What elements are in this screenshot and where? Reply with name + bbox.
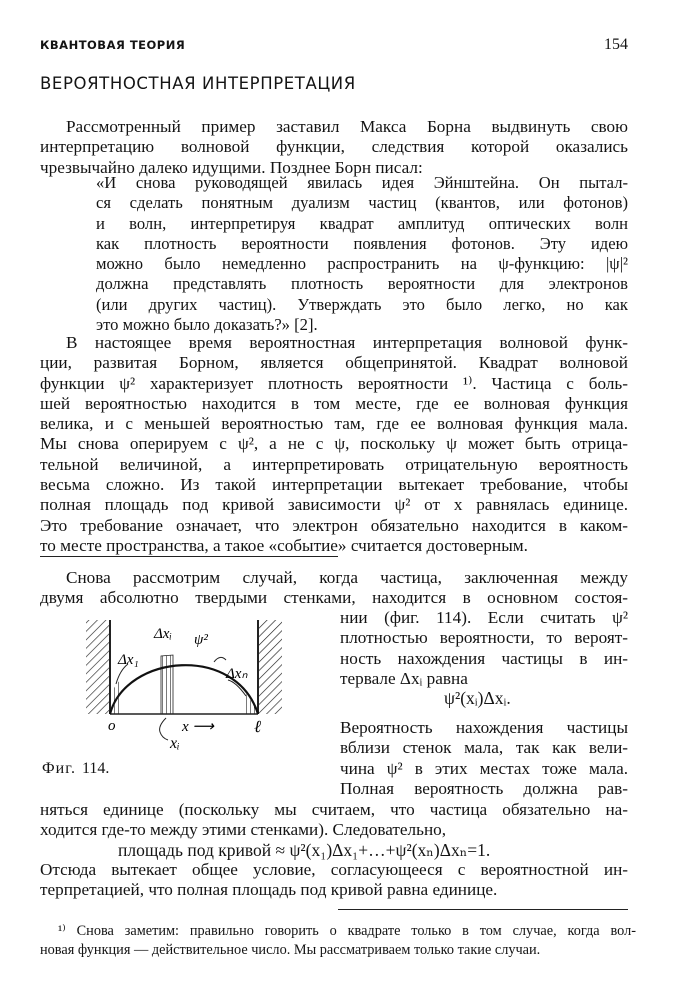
text-line: Вероятность нахождения частицы bbox=[340, 718, 628, 737]
text-line: шей вероятностью находится в том месте, где ее волновая функция bbox=[40, 393, 628, 413]
leader-xi bbox=[160, 718, 168, 740]
quote-line: (или других частиц). Утверждать это было легко, но как bbox=[96, 294, 628, 314]
text-line: терпретацией, что полная площадь под кривой равна единице. bbox=[40, 880, 498, 900]
quote-line: это можно было доказать?» [2]. bbox=[96, 315, 318, 335]
label-dxi: Δxᵢ bbox=[154, 626, 172, 642]
text-line: В настоящее время вероятностная интерпретация волновой функ- bbox=[66, 333, 628, 352]
box-paragraph-right-2 bbox=[340, 718, 628, 799]
text-line: Отсюда вытекает общее условие, согласующееся с вероятностной ин- bbox=[40, 860, 628, 879]
text-line: интерпретацию волновой функции, следствия которой оказались bbox=[40, 137, 628, 157]
running-title: КВАНТОВАЯ ТЕОРИЯ bbox=[40, 38, 186, 52]
caption-prefix: Фиг. bbox=[42, 760, 76, 777]
label-x-axis: x ⟶ bbox=[182, 719, 214, 735]
text-line: няться единице (поскольку мы считаем, что частица обязательно на- bbox=[40, 800, 628, 819]
quote-line: должна представлять плотность вероятности для электронов bbox=[96, 274, 628, 294]
text-line: Это требование означает, что электрон обязательно находится в каком- bbox=[40, 515, 628, 535]
section-title: ВЕРОЯТНОСТНАЯ ИНТЕРПРЕТАЦИЯ bbox=[40, 74, 356, 93]
box-paragraph-bottom bbox=[40, 800, 628, 841]
text-line: тервале Δxᵢ равна bbox=[340, 668, 468, 688]
quote-line: можно было немедленно распространить на ψ-функцию: |ψ|² bbox=[96, 254, 628, 274]
label-psi2: ψ² bbox=[194, 632, 208, 648]
quote-line: «И снова руководящей явилась идея Эйнштейна. Он пытал- bbox=[96, 173, 628, 192]
box-paragraph-top bbox=[40, 568, 628, 609]
text-line: Полная вероятность должна рав- bbox=[340, 778, 628, 798]
text-line: велика, и с меньшей вероятностью там, где ее волновая функция мала. bbox=[40, 414, 628, 434]
leader-psi2 bbox=[214, 657, 226, 662]
page-number: 154 bbox=[604, 36, 628, 53]
box-paragraph-end bbox=[40, 860, 628, 901]
right-wall bbox=[258, 620, 282, 714]
text-line: то месте пространства, а такое «событие» считается достоверным. bbox=[40, 535, 528, 555]
text-line: весьма сложно. Из такой интерпретации вытекает требование, чтобы bbox=[40, 475, 628, 495]
text-line: чрезвычайно далеко идущими. Позднее Борн писал: bbox=[40, 157, 423, 177]
footnote bbox=[40, 922, 636, 960]
text-line: функции ψ² характеризует плотность вероятности ¹⁾. Частица с боль- bbox=[40, 373, 628, 393]
footnote-line: ¹⁾ Снова заметим: правильно говорить о квадрате только в том случае, когда вол- bbox=[58, 923, 636, 939]
formula-probability: ψ²(xᵢ)Δxᵢ. bbox=[444, 688, 511, 708]
text-line: чина ψ² в этих местах тоже мала. bbox=[340, 758, 628, 778]
figure-114 bbox=[86, 614, 326, 754]
label-xi: xᵢ bbox=[170, 735, 180, 752]
footnote-line: новая функция — действительное число. Мы рассматриваем только такие случаи. bbox=[40, 942, 541, 958]
born-quote bbox=[96, 173, 628, 335]
text-line: двумя абсолютно твердыми стенками, находится в основном состоя- bbox=[40, 588, 628, 608]
text-line: плотностью вероятности, то вероят- bbox=[340, 628, 628, 648]
left-wall bbox=[86, 620, 110, 714]
label-dxn: Δxₙ bbox=[226, 666, 248, 682]
caption-number: 114. bbox=[81, 760, 110, 777]
text-line: нии (фиг. 114). Если считать ψ² bbox=[340, 608, 628, 627]
figure-caption bbox=[42, 760, 109, 778]
label-length: ℓ bbox=[254, 717, 262, 736]
quote-line: и волн, интерпретируя квадрат амплитуд оптических волн bbox=[96, 213, 628, 233]
text-line: Мы снова оперируем с ψ², а не с ψ, поскольку ψ может быть отрица- bbox=[40, 434, 628, 454]
quote-line: ся сделать понятным дуализм частиц (квантов, или фотонов) bbox=[96, 193, 628, 213]
text-line: полная площадь под кривой зависимости ψ² от x равнялась единице. bbox=[40, 495, 628, 515]
intro-paragraph bbox=[40, 117, 628, 178]
box-top-rule bbox=[40, 556, 338, 557]
quote-line: как плотность вероятности появления фотонов. Эту идею bbox=[96, 233, 628, 253]
box-paragraph-right bbox=[340, 608, 628, 689]
text-line: Снова рассмотрим случай, когда частица, заключенная между bbox=[66, 568, 628, 587]
text-line: ции, развитая Борном, является общепринятой. Квадрат волновой bbox=[40, 353, 628, 373]
text-line: тельной величиной, а интерпретировать отрицательную вероятность bbox=[40, 454, 628, 474]
text-line: ность нахождения частицы в ин- bbox=[340, 648, 628, 668]
body-paragraph bbox=[40, 333, 628, 556]
strip-dxi bbox=[161, 655, 173, 714]
box-bottom-rule bbox=[338, 909, 628, 910]
text-line: Рассмотренный пример заставил Макса Борна выдвинуть свою bbox=[66, 117, 628, 136]
page-header bbox=[40, 38, 636, 60]
text-line: ходится где-то между этими стенками). Следовательно, bbox=[40, 820, 447, 840]
label-dx1: Δx₁ bbox=[118, 652, 139, 668]
text-line: вблизи стенок мала, так как вели- bbox=[340, 738, 628, 758]
formula-total-area: площадь под кривой ≈ ψ²(x₁)Δx₁+…+ψ²(xₙ)Δxₙ=1. bbox=[118, 840, 491, 860]
label-origin: o bbox=[108, 718, 116, 734]
